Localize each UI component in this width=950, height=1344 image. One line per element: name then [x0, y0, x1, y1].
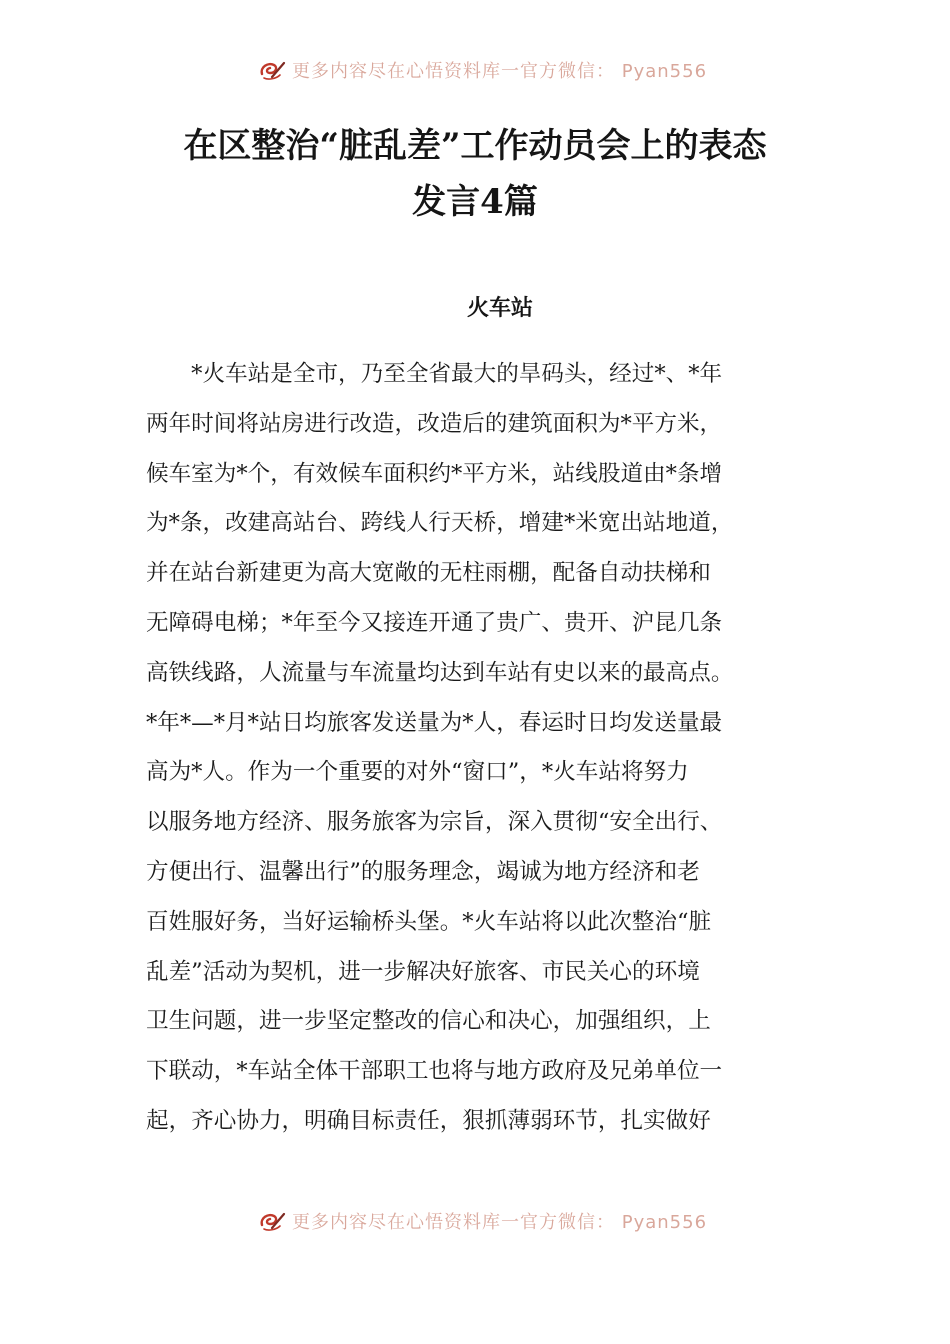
title-line: 在区整治“脏乱差”工作动员会上的表态 — [183, 126, 767, 166]
footer-watermark — [258, 1206, 738, 1236]
body-line: 卫生问题，进一步坚定整改的信心和决心，加强组织，上 — [146, 1008, 711, 1035]
body-line: 高铁线路，人流量与车流量均达到车站有史以来的最高点。 — [146, 659, 734, 686]
pen-swirl-logo-icon — [258, 1210, 286, 1232]
body-line: 下联动，*车站全体干部职工也将与地方政府及兄弟单位一 — [146, 1058, 723, 1085]
header-watermark — [258, 55, 738, 85]
body-paragraph — [146, 350, 806, 1147]
body-line: 百姓服好务，当好运输桥头堡。*火车站将以此次整治“脏 — [146, 908, 712, 935]
body-line: 以服务地方经济、服务旅客为宗旨，深入贯彻“安全出行、 — [146, 809, 723, 836]
body-line: *年*—*月*站日均旅客发送量为*人，春运时日均发送量最 — [146, 709, 723, 736]
body-line: 候车室为*个，有效候车面积约*平方米，站线股道由*条增 — [146, 460, 723, 487]
body-line: 乱差”活动为契机，进一步解决好旅客、市民关心的环境 — [146, 958, 700, 985]
body-line: 两年时间将站房进行改造，改造后的建筑面积为*平方米， — [146, 410, 723, 437]
pen-swirl-logo-icon — [258, 59, 286, 81]
section-heading: 火车站 — [466, 295, 533, 321]
body-line: 并在站台新建更为高大宽敞的无柱雨棚，配备自动扶梯和 — [146, 560, 711, 587]
body-line: 起，齐心协力，明确目标责任，狠抓薄弱环节，扎实做好 — [146, 1107, 711, 1134]
body-line: 方便出行、温馨出行”的服务理念，竭诚为地方经济和老 — [146, 858, 700, 885]
document-title — [120, 118, 830, 230]
watermark-text: 更多内容尽在心悟资料库一官方微信： Pyan556 — [292, 1212, 708, 1233]
body-line: 为*条，改建高站台、跨线人行天桥，增建*米宽出站地道， — [146, 510, 734, 537]
body-line: 无障碍电梯；*年至今又接连开通了贵广、贵开、沪昆几条 — [146, 609, 723, 636]
body-line: *火车站是全市，乃至全省最大的旱码头，经过*、*年 — [146, 361, 723, 387]
body-line: 高为*人。作为一个重要的对外“窗口”，*火车站将努力 — [146, 759, 689, 786]
title-line: 发言4篇 — [412, 182, 538, 222]
watermark-text: 更多内容尽在心悟资料库一官方微信： Pyan556 — [292, 61, 708, 82]
